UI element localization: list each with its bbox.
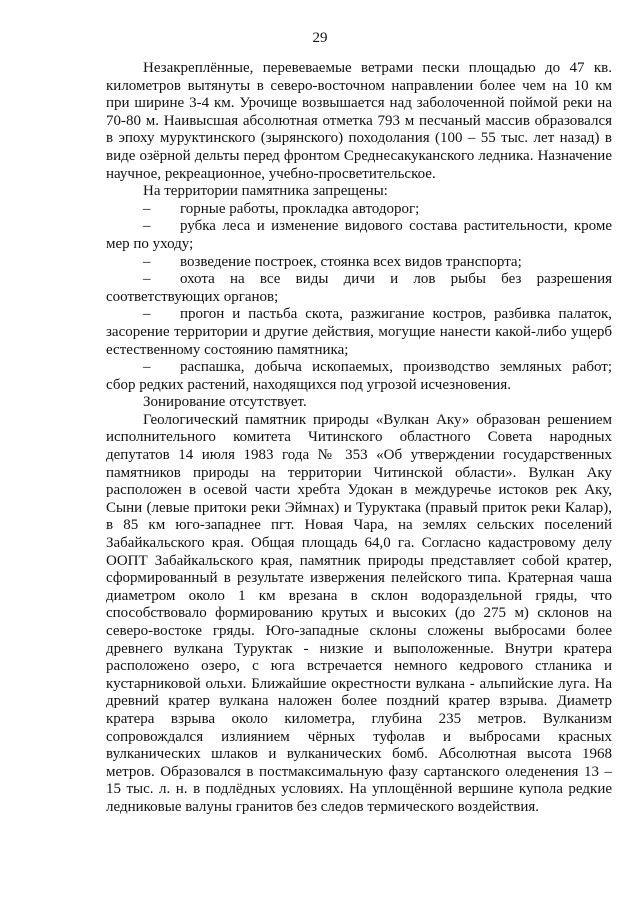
prohibition-text: рубка леса и изменение видового состава растительности, кроме мер по уходу; bbox=[106, 218, 612, 252]
prohibition-text: возведение построек, стоянка всех видов транспорта; bbox=[180, 253, 522, 270]
list-dash: – bbox=[143, 218, 151, 235]
page-number: 29 bbox=[312, 30, 328, 46]
paragraph-prohibitions-intro: На территории памятника запрещены: bbox=[143, 183, 388, 200]
list-dash: – bbox=[143, 200, 151, 217]
prohibition-text: прогон и пастьба скота, разжигание костров, разбивка палаток, засорение территории и другие действия, могущие нанести какой-либо ущерб естественному состоянию памятника; bbox=[106, 306, 612, 358]
prohibition-item bbox=[106, 218, 612, 253]
prohibition-item bbox=[106, 254, 612, 272]
paragraph-aku-volcano: Геологический памятник природы «Вулкан Аку» образован решением исполнительного комитета Читинского областного Совета народных депутатов 14 июля 1983 года № 353 «Об утверждении государственных памятников природы на территории Читинской области». Вулкан Аку расположен в осевой части хребта Удокан в междуречье истоков рек Аку, Сыни (левые притоки реки Эймнах) и Туруктака (правый приток реки Калар), в 85 км юго-западнее пгт. Новая Чара, на землях сельских поселений Забайкальского края. Общая площадь 64,0 га. Согласно кадастровому делу ООПТ Забайкальского края, памятник природы представляет собой кратер, сформированный в результате извержения пелейского типа. Кратерная чаша диаметром около 1 км врезана в склон водораздельной гряды, что способствовало формированию крутых и высоких (до 275 м) склонов на северо-востоке гряды. Юго-западные склоны сложены выбросами более древнего вулкана Туруктак - низкие и выположенные. Внутри кратера расположено озеро, с юга встречается немного кедрового стланика и кустарниковой ольхи. Ближайшие окрестности вулкана - альпийские луга. На древний кратер вулкана наложен более поздний кратер взрыва. Диаметр кратера взрыва около километра, глубина 235 метров. Вулканизм сопровождался излиянием чёрных туфолав и выбросами красных вулканических шлаков и вулканических бомб. Абсолютная высота 1968 метров. Образовался в постмаксимальную фазу сартанского оледенения 13 – 15 тыс. л. н. в подлёдных условиях. На уплощённой вершине купола редкие ледниковые валуны гранитов без следов термического воздействия. bbox=[106, 411, 612, 815]
prohibition-text: горные работы, прокладка автодорог; bbox=[180, 200, 420, 217]
prohibition-item bbox=[106, 359, 612, 394]
list-dash: – bbox=[143, 253, 151, 270]
paragraph-zoning: Зонирование отсутствует. bbox=[143, 394, 307, 411]
list-dash: – bbox=[143, 359, 151, 376]
paragraph-dunes-description: Незакреплённые, перевеваемые ветрами пески площадью до 47 кв. километров вытянуты в северо-восточном направлении более чем на 10 км при ширине 3-4 км. Урочище возвышается над заболоченной поймой реки на 70-80 м. Наивысшая абсолютная отметка 793 м песчаный массив образовался в эпоху муруктинского (зырянского) походолания (100 – 55 тыс. лет назад) в виде озёрной дельты перед фронтом Среднесакуканского ледника. Назначение научное, рекреационное, учебно-просветительское. bbox=[106, 60, 612, 182]
prohibition-text: распашка, добыча ископаемых, производство земляных работ; сбор редких растений, находящихся под угрозой исчезновения. bbox=[106, 359, 612, 393]
prohibition-item bbox=[106, 201, 612, 219]
prohibition-item bbox=[106, 271, 612, 306]
list-dash: – bbox=[143, 271, 151, 288]
prohibition-text: охота на все виды дичи и лов рыбы без разрешения соответствующих органов; bbox=[106, 271, 612, 305]
list-dash: – bbox=[143, 306, 151, 323]
document-body bbox=[106, 60, 612, 817]
prohibition-item bbox=[106, 306, 612, 359]
